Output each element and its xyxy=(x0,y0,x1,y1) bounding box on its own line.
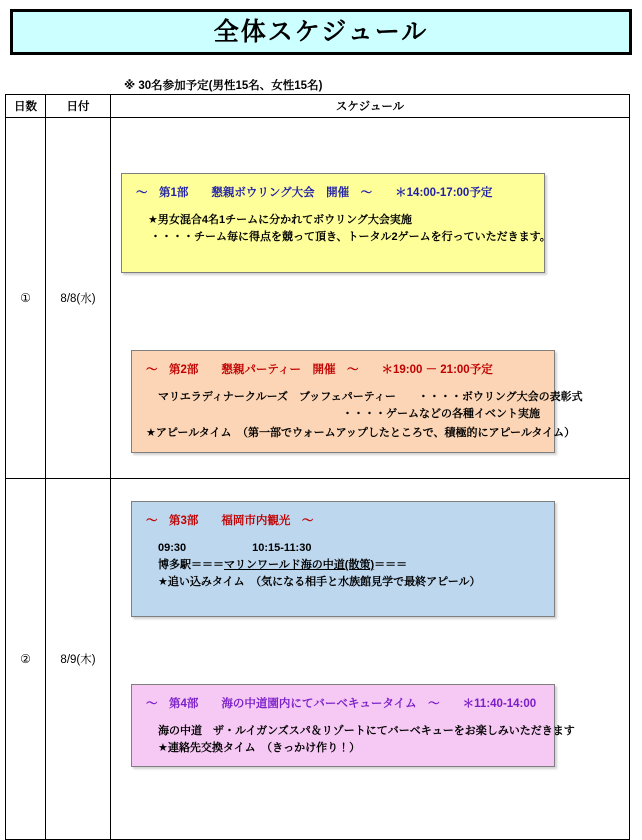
day-date-1: 8/8(水) xyxy=(46,118,111,479)
event-line-route: 博多駅＝＝＝マリンワールド海の中道(散策)＝＝＝ xyxy=(158,559,408,572)
event-box-part-1 xyxy=(121,173,551,273)
event-heading-part-3: ～ 第3部 福岡市内観光 ～ xyxy=(146,515,314,527)
event-heading-part-4: ～ 第4部 海の中道園内にてバーベキュータイム ～ ＊11:40-14:00 xyxy=(146,698,537,710)
event-line: 09:30 10:15-11:30 xyxy=(158,542,312,554)
event-line: マリエラディナークルーズ ブッフェパーティー ・・・・ボウリング大会の表彰式 xyxy=(158,391,583,403)
day-number-1: ① xyxy=(6,118,46,479)
event-heading-part-2: ～ 第2部 懇親パーティー 開催 ～ ＊19:00 － 21:00予定 xyxy=(146,364,493,376)
schedule-table xyxy=(5,94,630,840)
event-line: ★連絡先交換タイム （きっかけ作り！） xyxy=(158,742,361,755)
table-row xyxy=(6,118,630,479)
column-header-schedule: スケジュール xyxy=(111,95,630,118)
event-box-part-3 xyxy=(131,501,555,617)
table-row xyxy=(6,479,630,840)
participation-note: ※ 30名参加予定(男性15名、女性15名) xyxy=(124,80,323,92)
column-header-days: 日数 xyxy=(6,95,46,118)
page-title: 全体スケジュール xyxy=(213,17,429,46)
table-header-row xyxy=(6,95,630,118)
event-line: ・・・・チーム毎に得点を競って頂き、トータル2ゲームを行っていただきます。 xyxy=(150,231,551,244)
column-header-date: 日付 xyxy=(46,95,111,118)
event-line: ・・・・ゲームなどの各種イベント実施 xyxy=(342,408,540,421)
event-line: 海の中道 ザ・ルイガンズスパ＆リゾートにてバーベキューをお楽しみいただきます xyxy=(158,725,575,737)
event-line: ★追い込みタイム （気になる相手と水族館見学で最終アピール） xyxy=(158,576,481,589)
event-box-part-4 xyxy=(131,684,575,767)
route-destination: マリンワールド海の中道(散策) xyxy=(224,559,375,572)
event-line: ★男女混合4名1チームに分かれてボウリング大会実施 xyxy=(148,214,412,226)
schedule-cell-day2 xyxy=(111,479,630,840)
day-number-2: ② xyxy=(6,479,46,840)
document-title-banner xyxy=(10,9,632,55)
schedule-cell-day1 xyxy=(111,118,630,479)
event-heading-part-1: ～ 第1部 懇親ボウリング大会 開催 ～ ＊14:00-17:00予定 xyxy=(136,187,493,199)
day-date-2: 8/9(木) xyxy=(46,479,111,840)
event-line: ★アピールタイム （第一部でウォームアップしたところで、積極的にアピールタイム） xyxy=(146,427,576,440)
event-box-part-2 xyxy=(131,350,583,453)
